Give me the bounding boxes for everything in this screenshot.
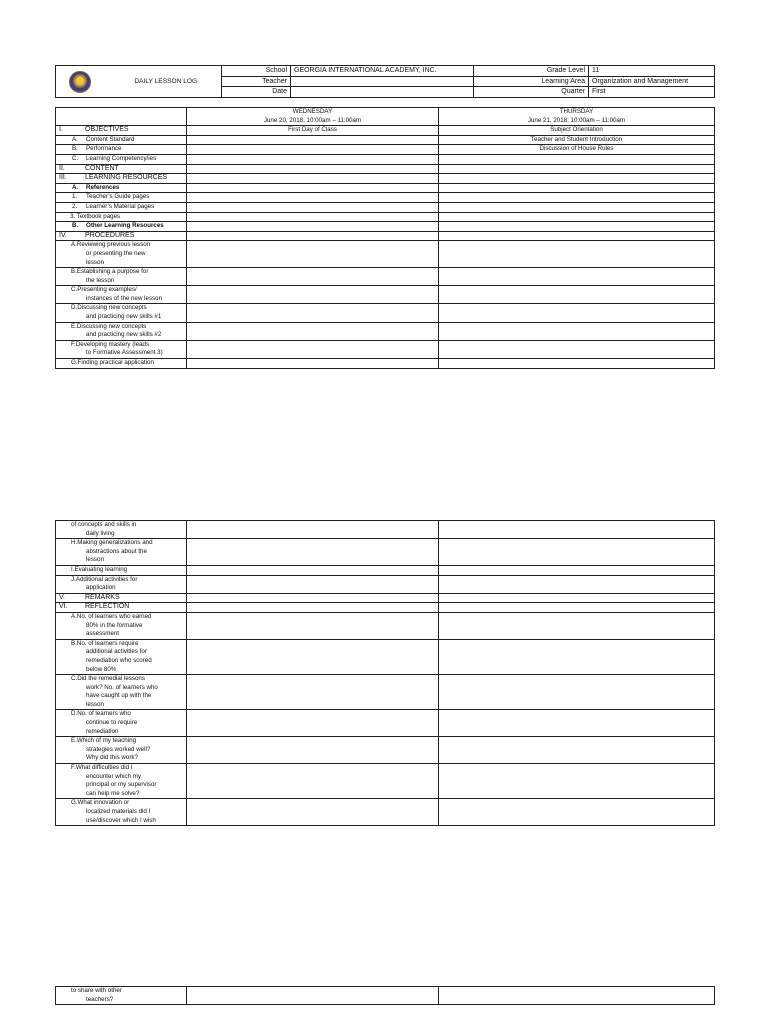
learning-area-value: Organization and Management: [589, 76, 715, 87]
item-line: Developing mastery (leads: [75, 340, 150, 348]
textbook-thu: [439, 212, 715, 222]
day-header-row: [56, 108, 715, 126]
reflection-d-row: [56, 710, 715, 737]
procedure-c-thu: [439, 286, 715, 304]
item-key: 2.: [72, 202, 78, 210]
procedure-b-label: [56, 268, 187, 286]
performance-thu: Discussion of House Rules: [439, 145, 715, 155]
reflection-d-thu: [439, 710, 715, 737]
procedure-g-thu: [439, 359, 715, 369]
reflection-e-label: [56, 737, 187, 764]
thursday-header: [439, 108, 715, 126]
item-line: lesson: [86, 700, 104, 708]
item-line: Additional activities for: [75, 575, 138, 583]
reflection-heading: [56, 603, 187, 613]
item-key: A.: [71, 241, 77, 249]
item-line: lesson: [86, 258, 104, 266]
procedure-i-label: [56, 565, 187, 575]
teachers-guide-label: [56, 193, 187, 203]
procedure-i-wed: [187, 565, 439, 575]
procedure-d-row: [56, 304, 715, 322]
other-resources-row: [56, 222, 715, 232]
procedure-b-thu: [439, 268, 715, 286]
procedures-thu: [439, 231, 715, 241]
resources-wed: [187, 174, 439, 184]
reflection-row: [56, 603, 715, 613]
teacher-value: [291, 76, 474, 87]
procedure-h-row: [56, 539, 715, 566]
logo-cell: [56, 66, 111, 98]
school-seal-logo: [69, 71, 91, 93]
procedure-j-wed: [187, 575, 439, 593]
item-line: principal or my supervisor: [86, 781, 157, 789]
reflection-d-wed: [187, 710, 439, 737]
reflection-g-continued-wed: [187, 987, 439, 1005]
reflection-b-row: [56, 639, 715, 674]
item-label: Learning Competency/ies: [86, 154, 157, 162]
item-line: What difficulties did I: [75, 764, 133, 772]
references-wed: [187, 183, 439, 193]
item-key: A.: [71, 612, 77, 620]
item-line: No. of learners require: [76, 639, 139, 647]
reflection-a-thu: [439, 612, 715, 639]
item-key: C.: [71, 675, 78, 683]
item-key: G.: [71, 359, 78, 367]
item-line: Making generalizations and: [77, 539, 153, 547]
item-line: remediation: [86, 727, 119, 735]
reflection-g-label: [56, 799, 187, 826]
school-value: GEORGIA INTERNATIONAL ACADEMY, INC.: [291, 66, 474, 77]
content-standard-thu: Teacher and Student Introduction: [439, 135, 715, 145]
item-key: I.: [71, 565, 75, 573]
reflection-a-label: [56, 612, 187, 639]
page-title: DAILY LESSON LOG: [111, 66, 222, 98]
item-label: References: [86, 183, 120, 191]
reflection-c-wed: [187, 675, 439, 710]
item-line: additional activities for: [86, 648, 147, 656]
item-key: B.: [72, 222, 79, 230]
procedures-wed: [187, 231, 439, 241]
references-thu: [439, 183, 715, 193]
objectives-wed: First Day of Class: [187, 126, 439, 136]
reflection-wed: [187, 603, 439, 613]
item-label: Content Standard: [86, 135, 135, 143]
thursday-day: THURSDAY: [559, 108, 594, 115]
resources-row: [56, 174, 715, 184]
competency-thu: [439, 154, 715, 164]
reflection-g-thu: [439, 799, 715, 826]
other-resources-thu: [439, 222, 715, 232]
content-wed: [187, 164, 439, 174]
header-table: [55, 65, 715, 98]
reflection-c-thu: [439, 675, 715, 710]
section-label: PROCEDURES: [85, 231, 135, 239]
procedure-a-label: [56, 241, 187, 268]
learning-area-label: Learning Area: [474, 76, 589, 87]
item-line: below 80%: [86, 665, 117, 673]
item-line: localized materials did I: [86, 808, 151, 815]
section-number: IV.: [59, 231, 67, 239]
reflection-f-label: [56, 764, 187, 799]
item-key: B.: [71, 268, 77, 276]
item-line: application: [86, 584, 116, 592]
item-line: No. of learners who: [77, 710, 131, 718]
performance-wed: [187, 145, 439, 155]
procedures-heading: [56, 231, 187, 241]
resources-thu: [439, 174, 715, 184]
learners-material-wed: [187, 202, 439, 212]
item-line: teachers?: [86, 995, 114, 1003]
competency-label: [56, 154, 187, 164]
reflection-f-row: [56, 764, 715, 799]
reflection-e-thu: [439, 737, 715, 764]
procedure-f-thu: [439, 340, 715, 358]
reflection-g-continued-row: [56, 987, 715, 1005]
procedure-i-thu: [439, 565, 715, 575]
procedure-e-thu: [439, 322, 715, 340]
item-line: assessment: [86, 630, 120, 638]
item-line: What innovation or: [77, 799, 130, 807]
textbook-label: 3. Textbook pages: [56, 212, 187, 222]
teacher-label: Teacher: [222, 76, 291, 87]
item-key: B.: [71, 639, 77, 647]
performance-row: [56, 145, 715, 155]
item-label: Performance: [86, 145, 122, 153]
wednesday-header: [187, 108, 439, 126]
item-key: D.: [71, 304, 78, 312]
wednesday-date: June 20, 2018; 10:00am – 11:00am: [263, 116, 362, 124]
procedure-d-thu: [439, 304, 715, 322]
item-line: Reviewing previous lesson: [76, 241, 151, 249]
teachers-guide-thu: [439, 193, 715, 203]
item-line: instances of the new lesson: [86, 294, 163, 302]
procedure-g-continued-wed: [187, 521, 439, 539]
date-label: Date: [222, 87, 291, 98]
procedures-row: [56, 231, 715, 241]
item-line: use/discover which I wish: [86, 816, 156, 824]
item-line: Discussing new concepts: [76, 322, 147, 330]
teachers-guide-wed: [187, 193, 439, 203]
item-key: J.: [71, 575, 76, 583]
objectives-row: [56, 126, 715, 136]
lesson-log-table-page-2: [55, 520, 715, 826]
competency-row: [56, 154, 715, 164]
school-label: School: [222, 66, 291, 77]
lesson-log-table-page-3: [55, 986, 715, 1005]
textbook-wed: [187, 212, 439, 222]
item-line: Why did this work?: [86, 754, 138, 762]
thursday-date: June 21, 2018; 10:00am – 11:00am: [527, 116, 626, 124]
item-label: Teacher’s Guide pages: [86, 193, 150, 201]
reflection-b-label: [56, 639, 187, 674]
item-line: or presenting the new: [86, 249, 146, 257]
item-line: Presenting examples/: [77, 286, 137, 294]
procedure-f-row: [56, 340, 715, 358]
item-key: 1.: [72, 193, 78, 201]
section-label: OBJECTIVES: [85, 126, 129, 134]
section-number: III.: [59, 174, 67, 182]
item-key: C.: [72, 154, 79, 162]
procedure-d-label: [56, 304, 187, 322]
item-key: C.: [71, 286, 78, 294]
reflection-f-thu: [439, 764, 715, 799]
procedure-f-label: [56, 340, 187, 358]
references-label: [56, 183, 187, 193]
item-line: to Formative Assessment 3): [86, 349, 163, 357]
procedure-j-label: [56, 575, 187, 593]
item-key: G.: [71, 799, 78, 807]
section-number: I.: [59, 126, 63, 134]
procedure-g-row: [56, 359, 715, 369]
reflection-e-row: [56, 737, 715, 764]
reflection-a-row: [56, 612, 715, 639]
procedure-c-wed: [187, 286, 439, 304]
other-resources-label: [56, 222, 187, 232]
content-heading: [56, 164, 187, 174]
procedure-i-row: [56, 565, 715, 575]
procedure-g-continued-label: [56, 521, 187, 539]
item-line: of concepts and skills in: [71, 521, 137, 528]
lesson-log-table-page-1: [55, 107, 715, 369]
procedure-g-label: [56, 359, 187, 369]
item-line: Discussing new concepts: [77, 304, 147, 312]
reflection-b-thu: [439, 639, 715, 674]
learners-material-row: [56, 202, 715, 212]
procedure-e-row: [56, 322, 715, 340]
learners-material-thu: [439, 202, 715, 212]
item-key: A.: [72, 135, 78, 143]
procedure-g-continued-row: [56, 521, 715, 539]
remarks-thu: [439, 593, 715, 603]
item-line: Evaluating learning: [74, 565, 128, 573]
grade-level-label: Grade Level: [474, 66, 589, 77]
procedure-c-label: [56, 286, 187, 304]
procedure-h-thu: [439, 539, 715, 566]
item-line: lesson: [86, 556, 104, 564]
item-line: Finding practical application: [77, 359, 154, 367]
section-number: II.: [59, 164, 65, 172]
item-line: to share with other: [71, 987, 122, 994]
item-key: E.: [71, 737, 77, 745]
content-thu: [439, 164, 715, 174]
other-resources-wed: [187, 222, 439, 232]
section-number: V.: [59, 593, 65, 601]
references-row: [56, 183, 715, 193]
item-line: daily living: [86, 529, 115, 537]
resources-heading: [56, 174, 187, 184]
procedure-h-label: [56, 539, 187, 566]
item-line: the lesson: [86, 276, 115, 284]
item-line: strategies worked well?: [86, 745, 151, 753]
reflection-thu: [439, 603, 715, 613]
item-line: can help me solve?: [86, 789, 140, 797]
procedure-h-wed: [187, 539, 439, 566]
reflection-c-label: [56, 675, 187, 710]
quarter-label: Quarter: [474, 87, 589, 98]
item-key: D.: [71, 710, 78, 718]
procedure-b-wed: [187, 268, 439, 286]
content-row: [56, 164, 715, 174]
section-label: REFLECTION: [85, 603, 130, 611]
item-line: Did the remedial lessons: [77, 675, 145, 683]
procedure-f-wed: [187, 340, 439, 358]
item-line: abstractions about the: [86, 547, 147, 555]
item-line: and practicing new skills #1: [86, 313, 162, 321]
reflection-g-row: [56, 799, 715, 826]
wednesday-day: WEDNESDAY: [292, 108, 333, 115]
item-line: remediation who scored: [86, 656, 152, 664]
procedure-e-wed: [187, 322, 439, 340]
procedure-a-thu: [439, 241, 715, 268]
item-label: Other Learning Resources: [86, 222, 164, 230]
procedure-a-wed: [187, 241, 439, 268]
reflection-g-continued-label: [56, 987, 187, 1005]
teachers-guide-row: [56, 193, 715, 203]
item-line: have caught up with the: [86, 692, 152, 700]
reflection-e-wed: [187, 737, 439, 764]
procedure-b-row: [56, 268, 715, 286]
procedure-j-row: [56, 575, 715, 593]
remarks-wed: [187, 593, 439, 603]
item-key: E.: [71, 322, 77, 330]
section-label: CONTENT: [85, 164, 119, 172]
competency-wed: [187, 154, 439, 164]
item-line: 80% in the formative: [86, 621, 143, 629]
procedure-c-row: [56, 286, 715, 304]
objectives-heading: [56, 126, 187, 136]
procedure-j-thu: [439, 575, 715, 593]
blank-header-cell: [56, 108, 187, 126]
item-key: F.: [71, 764, 76, 772]
reflection-a-wed: [187, 612, 439, 639]
content-standard-label: [56, 135, 187, 145]
procedure-d-wed: [187, 304, 439, 322]
reflection-f-wed: [187, 764, 439, 799]
reflection-b-wed: [187, 639, 439, 674]
quarter-value: First: [589, 87, 715, 98]
learners-material-label: [56, 202, 187, 212]
item-line: Which of my teaching: [76, 737, 137, 745]
procedure-g-wed: [187, 359, 439, 369]
reflection-g-continued-thu: [439, 987, 715, 1005]
item-line: No. of learners who earned: [76, 612, 152, 620]
item-line: encounter which my: [86, 772, 142, 780]
item-line: Establishing a purpose for: [76, 268, 149, 276]
reflection-d-label: [56, 710, 187, 737]
grade-level-value: 11: [589, 66, 715, 77]
content-standard-row: [56, 135, 715, 145]
procedure-g-continued-thu: [439, 521, 715, 539]
section-label: LEARNING RESOURCES: [85, 174, 168, 182]
remarks-heading: [56, 593, 187, 603]
item-key: A.: [72, 183, 79, 191]
item-key: F.: [71, 340, 76, 348]
item-key: B.: [72, 145, 78, 153]
item-key: H.: [71, 539, 78, 547]
item-line: work? No. of learners who: [86, 683, 158, 691]
section-number: VI.: [59, 603, 68, 611]
section-label: REMARKS: [85, 593, 120, 601]
item-line: continue to require: [86, 719, 138, 727]
reflection-c-row: [56, 675, 715, 710]
remarks-row: [56, 593, 715, 603]
procedure-e-label: [56, 322, 187, 340]
procedure-a-row: [56, 241, 715, 268]
item-line: and practicing new skills #2: [86, 331, 162, 339]
item-label: Learner’s Material pages: [86, 202, 155, 210]
content-standard-wed: [187, 135, 439, 145]
performance-label: [56, 145, 187, 155]
objectives-thu: Subject Orientation: [439, 126, 715, 136]
textbook-row: [56, 212, 715, 222]
reflection-g-wed: [187, 799, 439, 826]
date-value: [291, 87, 474, 98]
